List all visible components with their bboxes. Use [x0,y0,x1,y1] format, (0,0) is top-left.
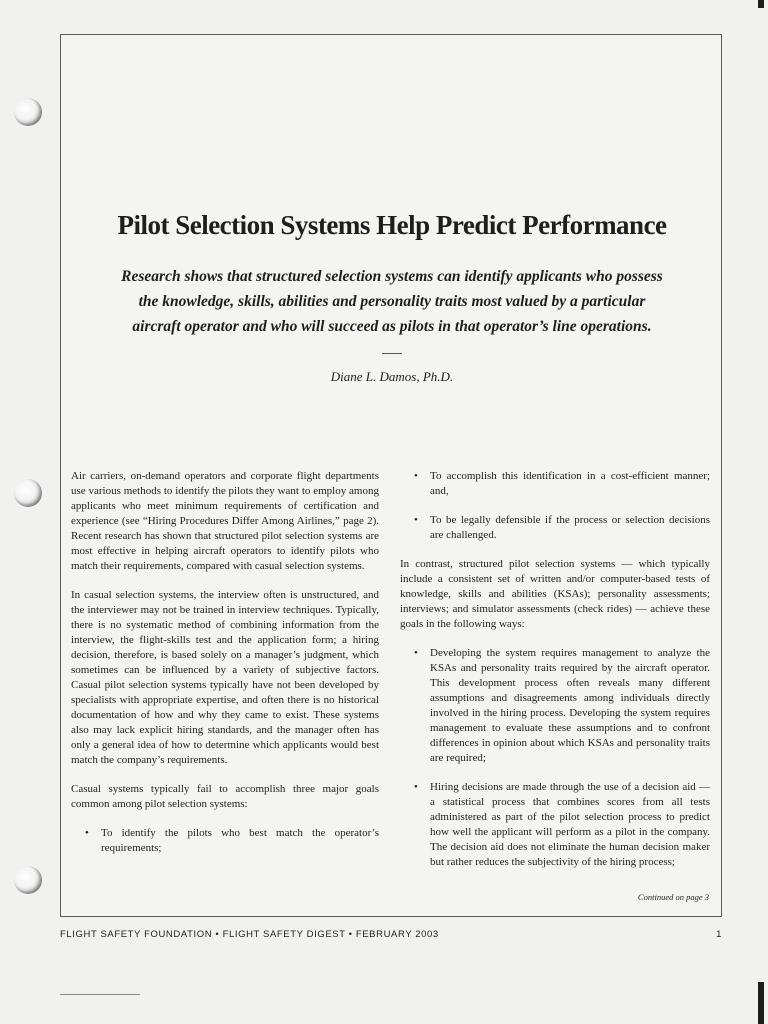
page-frame [60,34,722,917]
punch-hole-middle [14,479,42,507]
right-column [400,469,710,884]
goals-list [71,826,379,856]
paragraph: In contrast, structured pilot selection systems — which typically include a consistent set of written and/or computer-based tests of knowledge, skills and abilities (KSAs); personality assessments; interviews; and simulator assessments (check rides) — achieve these goals in the following ways: [400,558,710,630]
list-item: • To identify the pilots who best match the operator’s requirements; [71,826,379,856]
page-number: 1 [716,929,722,940]
author-byline: Diane L. Damos, Ph.D. [330,369,454,384]
structured-system-benefits-list [400,646,710,870]
footer-publication-line: FLIGHT SAFETY FOUNDATION • FLIGHT SAFETY DIGEST • FEBRUARY 2003 [60,929,439,940]
article-subtitle: Research shows that structured selection systems can identify applicants who possess the knowledge, skills, abilities and personality traits most valued by a particular aircraft operator and who will succeed as pilots in that operator’s line operations. [121,268,663,335]
scan-artifact-line [60,994,140,995]
paragraph: In casual selection systems, the interview often is unstructured, and the interviewer may not be trained in interview techniques. Typically, there is no systematic method of combining information from the interview, the flight-skills test and the application form; a hiring decision, therefore, is based solely on a manager’s judgment, which sometimes can be influenced by a variety of subjective factors. Casual pilot selection systems typically have not been developed by specialists with appropriate expertise, and often there is no historical documentation of how and why they came to exist. These systems also may lack explicit hiring standards, and the manager often has only a general idea of how to determine which applicants would best match the company’s requirements. [71,589,379,766]
list-item: • To be legally defensible if the process or selection decisions are challenged. [400,513,710,543]
list-item: • Hiring decisions are made through the use of a decision aid — a statistical process that combines scores from all tests administered as part of the pilot selection process to predict how well the applicant will perform as a pilot in the company. The decision aid does not eliminate the human decision maker but rather reduces the subjectivity of the hiring process; [400,780,710,870]
page-footer [60,929,722,940]
punch-hole-bottom [14,866,42,894]
list-item: • To accomplish this identification in a cost-efficient manner; and, [400,469,710,499]
paragraph: Casual systems typically fail to accomplish three major goals common among pilot selection systems: [71,783,379,810]
paragraph: Air carriers, on-demand operators and corporate flight departments use various methods to identify the pilots they want to employ among applicants who meet minimum requirements of certification and experience (see “Hiring Procedures Differ Among Airlines,” page 2). Recent research has shown that structured pilot selection systems are most effective in helping aircraft operators to identify pilots who match their requirements, compared with casual selection systems. [71,470,379,572]
punch-hole-top [14,98,42,126]
left-column [71,469,379,870]
list-item: • Developing the system requires management to analyze the KSAs and personality traits required by the aircraft operator. This development process often reveals many different assumptions and disagreements among individuals directly involved in the hiring process. Developing the system requires management to evaluate these assumptions and to confront differences in opinion about which KSAs and personality traits are required; [400,646,710,766]
article-title: Pilot Selection Systems Help Predict Performance [117,210,667,240]
goals-list-continued [400,469,710,543]
scan-edge-mark-top [758,0,764,8]
scan-edge-mark-bottom [758,982,764,1024]
byline-divider [382,353,402,354]
continued-note: Continued on page 3 [637,892,709,902]
